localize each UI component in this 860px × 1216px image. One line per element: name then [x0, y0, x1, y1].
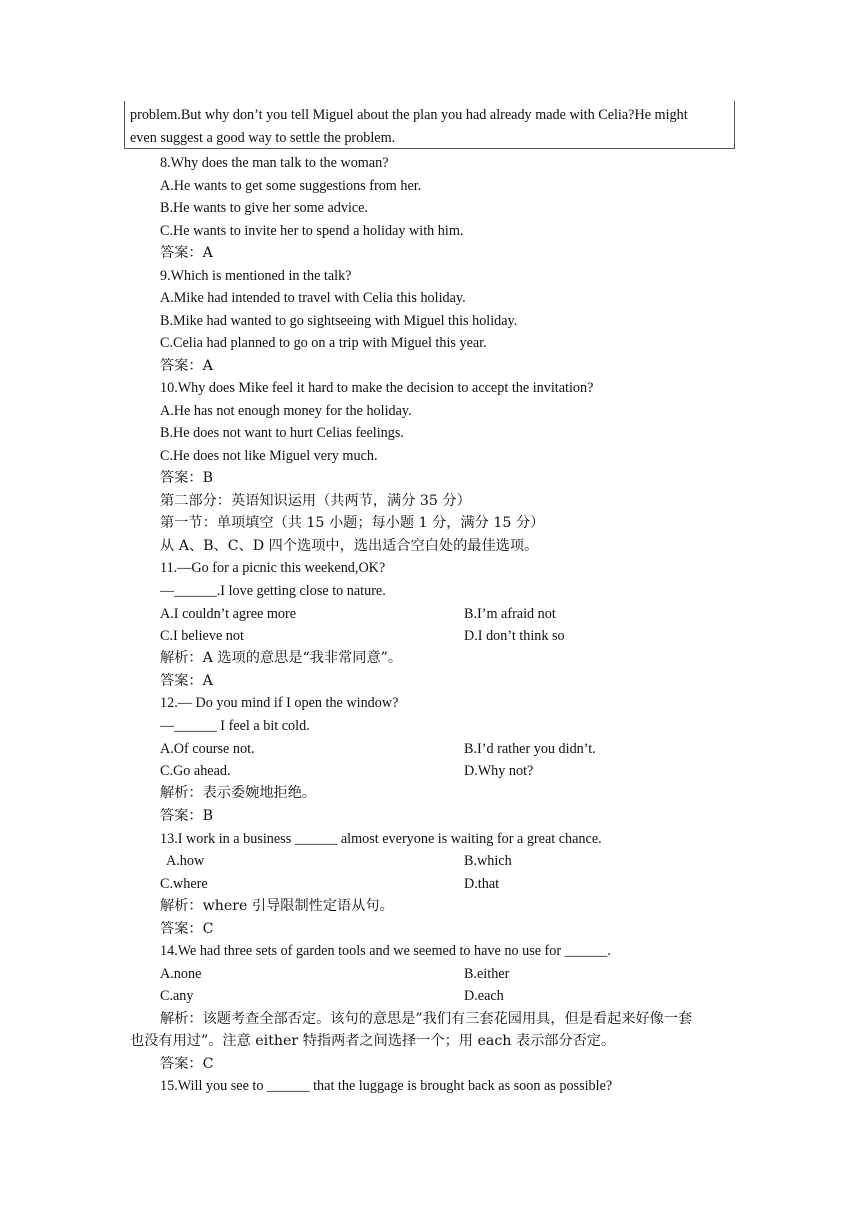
part2-heading: 第二部分：英语知识运用（共两节，满分 35 分） — [160, 493, 471, 509]
q13-analysis: 解析：where 引导限制性定语从句。 — [160, 898, 394, 914]
q12-option-c: C.Go ahead. — [160, 763, 231, 779]
q8-answer: 答案：A — [160, 245, 213, 261]
q14-analysis-line-2: 也没有用过”。注意 either 特指两者之间选择一个；用 each 表示部分否定。 — [130, 1033, 616, 1049]
q14-analysis-line-1: 解析：该题考查全部否定。该句的意思是”我们有三套花园用具，但是看起来好像一套 — [160, 1011, 693, 1027]
q10-option-a: A.He has not enough money for the holiday. — [160, 403, 412, 419]
q12-question: 12.— Do you mind if I open the window? — [160, 695, 399, 711]
q13-option-c: C.where — [160, 876, 208, 892]
q11-option-a: A.I couldn’t agree more — [160, 606, 297, 622]
q12-option-d: D.Why not? — [464, 763, 534, 779]
q13-answer: 答案：C — [160, 921, 214, 937]
q8-question: 8.Why does the man talk to the woman? — [160, 155, 389, 171]
q9-option-b: B.Mike had wanted to go sightseeing with Miguel this holiday. — [160, 313, 518, 329]
q11-analysis: 解析：A 选项的意思是“我非常同意”。 — [160, 650, 403, 666]
q11-answer: 答案：A — [160, 673, 213, 689]
q12-option-a: A.Of course not. — [160, 741, 255, 757]
passage-line-1: problem.But why don’t you tell Miguel about the plan you had already made with Celia?He might — [130, 107, 688, 123]
q14-option-d: D.each — [464, 988, 504, 1004]
q14-option-b: B.either — [464, 966, 510, 982]
q8-option-c: C.He wants to invite her to spend a holiday with him. — [160, 223, 464, 239]
q15-question: 15.Will you see to ______ that the luggage is brought back as soon as possible? — [160, 1078, 613, 1094]
passage-box — [124, 101, 735, 149]
q10-option-b: B.He does not want to hurt Celias feelings. — [160, 425, 404, 441]
q13-option-d: D.that — [464, 876, 500, 892]
q11-option-c: C.I believe not — [160, 628, 244, 644]
q14-option-c: C.any — [160, 988, 194, 1004]
q10-answer: 答案：B — [160, 470, 213, 486]
q12-reply: —______ I feel a bit cold. — [160, 718, 310, 734]
q14-answer: 答案：C — [160, 1056, 214, 1072]
q9-answer: 答案：A — [160, 358, 213, 374]
q13-option-b: B.which — [464, 853, 512, 869]
q8-option-a: A.He wants to get some suggestions from her. — [160, 178, 422, 194]
q10-option-c: C.He does not like Miguel very much. — [160, 448, 378, 464]
q10-question: 10.Why does Mike feel it hard to make the decision to accept the invitation? — [160, 380, 594, 396]
q8-option-b: B.He wants to give her some advice. — [160, 200, 369, 216]
q11-reply: —______.I love getting close to nature. — [160, 583, 386, 599]
q13-option-a: A.how — [166, 853, 205, 869]
q11-question: 11.—Go for a picnic this weekend,OK? — [160, 560, 386, 576]
q14-question: 14.We had three sets of garden tools and we seemed to have no use for ______. — [160, 943, 611, 959]
section1-heading: 第一节：单项填空（共 15 小题；每小题 1 分，满分 15 分） — [160, 515, 545, 531]
q9-option-c: C.Celia had planned to go on a trip with Miguel this year. — [160, 335, 487, 351]
q12-answer: 答案：B — [160, 808, 213, 824]
section1-instruction: 从 A、B、C、D 四个选项中，选出适合空白处的最佳选项。 — [160, 538, 539, 554]
q12-option-b: B.I’d rather you didn’t. — [464, 741, 596, 757]
q13-question: 13.I work in a business ______ almost everyone is waiting for a great chance. — [160, 831, 602, 847]
q9-question: 9.Which is mentioned in the talk? — [160, 268, 352, 284]
q11-option-d: D.I don’t think so — [464, 628, 565, 644]
q14-option-a: A.none — [160, 966, 202, 982]
q9-option-a: A.Mike had intended to travel with Celia this holiday. — [160, 290, 466, 306]
passage-line-2: even suggest a good way to settle the problem. — [130, 130, 396, 146]
q12-analysis: 解析：表示委婉地拒绝。 — [160, 785, 317, 801]
q11-option-b: B.I’m afraid not — [464, 606, 556, 622]
